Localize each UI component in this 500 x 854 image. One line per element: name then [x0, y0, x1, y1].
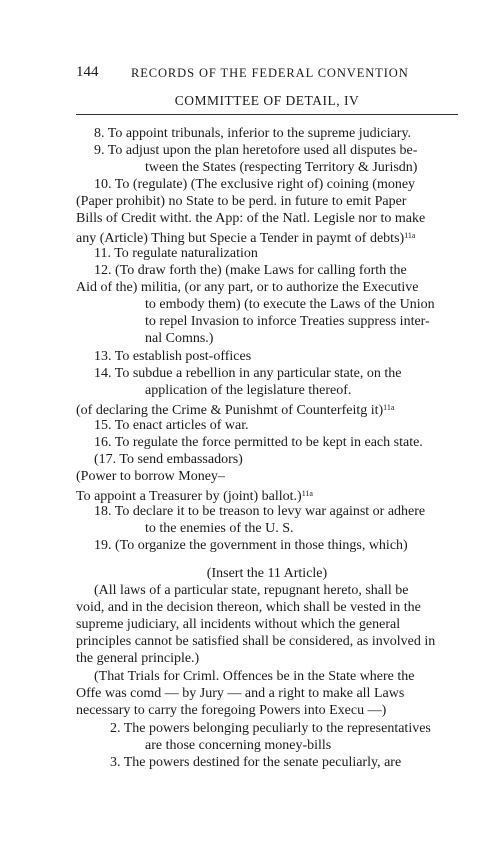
line-text: 13. To establish post-offices: [94, 349, 252, 364]
book-title: RECORDS OF THE FEDERAL CONVENTION: [131, 66, 409, 80]
text-line: [94, 434, 458, 451]
line-text: 16. To regulate the force permitted to be kept in each state.: [94, 435, 423, 450]
text-line: [76, 633, 458, 650]
running-head: [76, 64, 456, 84]
line-text: nal Comns.): [145, 331, 214, 346]
text-line: [76, 279, 458, 296]
text-line: [94, 417, 294, 434]
footnote-marker: 11a: [404, 231, 416, 240]
text-line: [94, 245, 284, 262]
text-line: [76, 485, 376, 505]
text-line: [145, 330, 245, 347]
text-line: [145, 296, 458, 313]
text-line: [94, 348, 274, 365]
text-line: [145, 520, 345, 537]
text-line: [145, 159, 458, 176]
text-line: [94, 262, 458, 279]
line-text: (Insert the 11 Article): [206, 566, 328, 581]
line-text: any (Article) Thing but Specie a Tender in paymt of debts): [76, 231, 405, 246]
text-line: [76, 227, 448, 247]
line-text: to repel Invasion to inforce Treaties suppress inter-: [145, 314, 430, 329]
line-text: Offe was comd — by Jury — and a right to make all Laws: [76, 686, 405, 701]
line-text: the general principle.): [76, 651, 200, 666]
footnote-marker: 11a: [383, 403, 395, 412]
line-text: supreme judiciary, all incidents without which the general: [76, 617, 401, 632]
line-text: 11. To regulate naturalization: [94, 246, 258, 261]
text-line: [110, 754, 458, 771]
line-text: principles cannot be satisfied shall be considered, as involved in: [76, 634, 436, 649]
text-line: [76, 565, 458, 582]
line-text: 9. To adjust upon the plan heretofore used all disputes be-: [94, 143, 418, 158]
text-line: [76, 599, 458, 616]
text-line: [94, 142, 458, 159]
text-line: [94, 365, 458, 382]
text-line: [94, 503, 458, 520]
text-line: [94, 451, 284, 468]
page-number: 144: [76, 64, 99, 80]
footnote-marker: 11a: [301, 489, 313, 498]
line-text: (Paper prohibit) no State to be perd. in future to emit Paper: [76, 194, 407, 209]
line-text: Bills of Credit witht. the App: of the Natl. Legisle nor to make: [76, 211, 426, 226]
line-text: (All laws of a particular state, repugnant hereto, shall be: [94, 583, 409, 598]
text-line: [76, 210, 458, 227]
line-text: void, and in the decision thereon, which shall be vested in the: [76, 600, 421, 615]
line-text: necessary to carry the foregoing Powers into Execu —): [76, 703, 387, 718]
line-text: (of declaring the Crime & Punishmt of Counterfeitg it): [76, 403, 384, 418]
text-line: [76, 399, 448, 419]
text-line: [94, 668, 458, 685]
text-line: [145, 382, 395, 399]
line-text: 10. To (regulate) (The exclusive right of) coining (money: [94, 177, 416, 192]
line-text: application of the legislature thereof.: [145, 383, 352, 398]
line-text: 18. To declare it to be treason to levy war against or adhere: [94, 504, 426, 519]
text-line: [76, 650, 256, 667]
line-text: Aid of the) militia, (or any part, or to authorize the Executive: [76, 280, 419, 295]
header-rule: [76, 114, 458, 115]
text-line: [76, 468, 266, 485]
line-text: 3. The powers destined for the senate peculiarly, are: [110, 755, 402, 770]
line-text: tween the States (respecting Territory & Jurisdn): [145, 160, 418, 175]
text-line: [76, 685, 458, 702]
line-text: (That Trials for Criml. Offences be in the State where the: [94, 669, 415, 684]
text-line: [76, 193, 458, 210]
line-text: (17. To send embassadors): [94, 452, 243, 467]
line-text: 12. (To draw forth the) (make Laws for calling forth the: [94, 263, 407, 278]
text-line: [145, 313, 458, 330]
text-line: [94, 125, 458, 142]
line-text: To appoint a Treasurer by (joint) ballot.): [76, 489, 302, 504]
section-title: COMMITTEE OF DETAIL, IV: [174, 93, 360, 108]
line-text: to embody them) (to execute the Laws of the Union: [145, 297, 435, 312]
line-text: 15. To enact articles of war.: [94, 418, 249, 433]
text-line: [94, 582, 458, 599]
line-text: (Power to borrow Money–: [76, 469, 225, 484]
text-line: [94, 537, 458, 554]
line-text: 19. (To organize the government in those things, which): [94, 538, 408, 553]
text-line: [94, 176, 458, 193]
text-line: [145, 737, 345, 754]
line-text: to the enemies of the U. S.: [145, 521, 294, 536]
text-line: [110, 720, 458, 737]
line-text: 14. To subdue a rebellion in any particular state, on the: [94, 366, 402, 381]
line-text: are those concerning money-bills: [145, 738, 332, 753]
text-line: [76, 616, 458, 633]
line-text: 2. The powers belonging peculiarly to the representatives: [110, 721, 431, 736]
line-text: 8. To appoint tribunals, inferior to the supreme judiciary.: [94, 126, 412, 141]
text-line: [76, 702, 458, 719]
